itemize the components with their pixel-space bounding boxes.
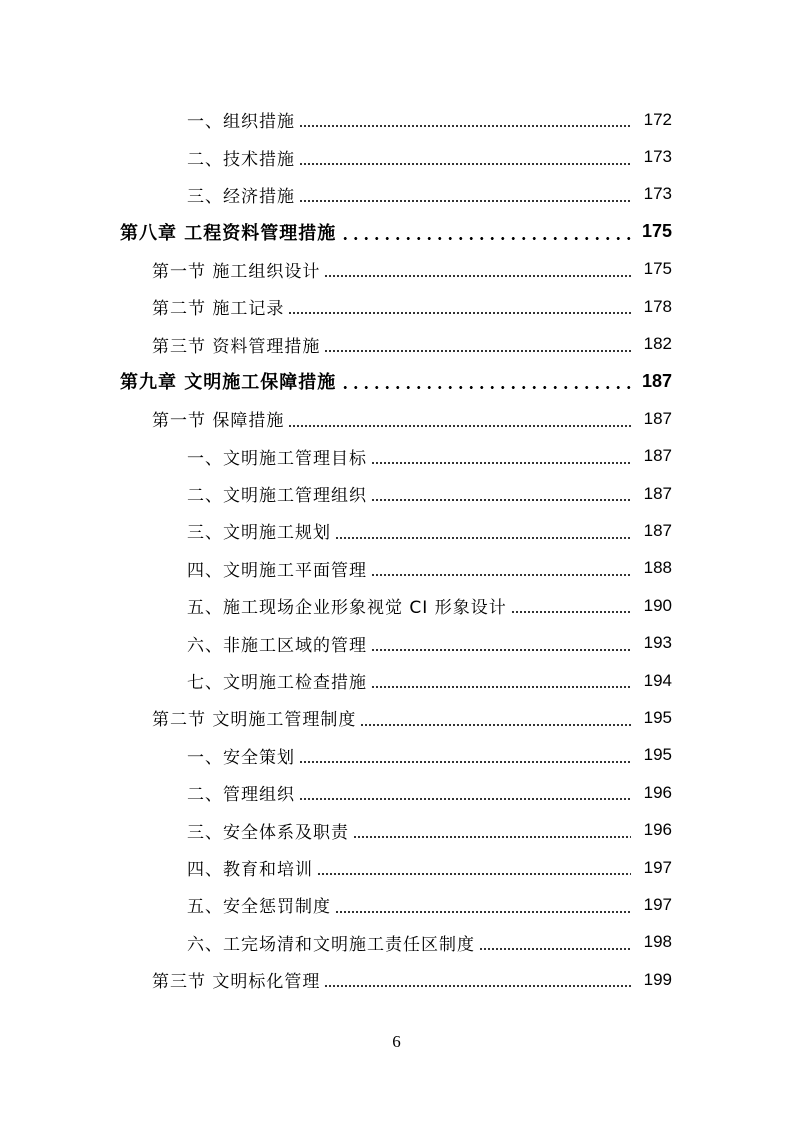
toc-entry-page: 175 bbox=[641, 221, 672, 242]
toc-entry-title: 第三节 文明标化管理 bbox=[152, 972, 321, 993]
toc-entry[interactable] bbox=[0, 811, 793, 848]
toc-entry-page: 197 bbox=[643, 894, 672, 914]
toc-entry-title: 六、工完场清和文明施工责任区制度 bbox=[187, 934, 475, 955]
dot-leader bbox=[479, 937, 631, 951]
toc-entry[interactable] bbox=[0, 624, 793, 661]
toc-entry[interactable] bbox=[0, 251, 793, 288]
toc-entry[interactable] bbox=[0, 587, 793, 624]
toc-entry[interactable] bbox=[0, 662, 793, 699]
toc-entry[interactable] bbox=[0, 213, 793, 250]
toc-entry-page: 194 bbox=[643, 670, 672, 690]
toc-entry-page: 178 bbox=[643, 296, 672, 316]
toc-entry-page: 173 bbox=[643, 184, 672, 204]
toc-entry-title: 第一节 保障措施 bbox=[152, 411, 285, 432]
toc-entry-page: 197 bbox=[643, 857, 672, 877]
toc-entry-page: 198 bbox=[643, 932, 672, 952]
dot-leader bbox=[371, 563, 631, 577]
toc-entry-page: 195 bbox=[643, 707, 672, 727]
toc-entry-title: 四、教育和培训 bbox=[187, 860, 313, 880]
toc-entry[interactable] bbox=[0, 101, 793, 138]
toc-entry-title: 二、技术措施 bbox=[187, 149, 295, 170]
toc-entry-page: 196 bbox=[643, 820, 672, 840]
toc-entry[interactable] bbox=[0, 325, 793, 362]
toc-entry[interactable] bbox=[0, 774, 793, 811]
toc-entry-page: 187 bbox=[641, 370, 672, 391]
dot-leader bbox=[360, 713, 631, 727]
dot-leader bbox=[340, 227, 631, 241]
dot-leader bbox=[335, 900, 631, 914]
toc-entry-title: 第二节 施工记录 bbox=[152, 299, 285, 320]
toc-entry[interactable] bbox=[0, 849, 793, 886]
dot-leader bbox=[511, 600, 631, 614]
toc-entry-title: 四、文明施工平面管理 bbox=[187, 560, 367, 581]
toc-entry-page: 190 bbox=[643, 595, 672, 615]
dot-leader bbox=[371, 675, 631, 689]
toc-entry-title: 三、安全体系及职责 bbox=[187, 822, 349, 843]
toc-entry-title: 第三节 资料管理措施 bbox=[152, 336, 321, 357]
toc-entry-page: 188 bbox=[643, 558, 672, 578]
dot-leader bbox=[371, 488, 631, 502]
toc-entry[interactable] bbox=[0, 438, 793, 475]
toc-entry-title: 二、文明施工管理组织 bbox=[187, 486, 367, 507]
dot-leader bbox=[324, 264, 631, 278]
toc-entry[interactable] bbox=[0, 400, 793, 437]
dot-leader bbox=[324, 974, 631, 988]
toc-entry[interactable] bbox=[0, 363, 793, 400]
toc-entry-title: 一、文明施工管理目标 bbox=[187, 448, 367, 469]
toc-entry-title: 三、文明施工规划 bbox=[187, 523, 331, 544]
toc-entry[interactable] bbox=[0, 699, 793, 736]
dot-leader bbox=[371, 451, 631, 465]
table-of-contents bbox=[0, 101, 793, 998]
dot-leader bbox=[299, 787, 631, 801]
toc-entry-title: 六、非施工区域的管理 bbox=[187, 635, 367, 656]
toc-entry-title: 三、经济措施 bbox=[187, 186, 295, 207]
toc-entry-page: 195 bbox=[643, 745, 672, 765]
toc-entry-page: 172 bbox=[643, 109, 672, 129]
dot-leader bbox=[353, 825, 631, 839]
toc-entry[interactable] bbox=[0, 737, 793, 774]
toc-entry-title: 一、安全策划 bbox=[187, 747, 295, 768]
dot-leader bbox=[317, 862, 631, 876]
dot-leader bbox=[340, 376, 631, 390]
dot-leader bbox=[371, 638, 631, 652]
toc-entry-title: 第一节 施工组织设计 bbox=[152, 261, 321, 282]
toc-entry[interactable] bbox=[0, 512, 793, 549]
toc-entry-title: 第八章 工程资料管理措施 bbox=[120, 222, 337, 244]
toc-entry-title: 五、施工现场企业形象视觉 CI 形象设计 bbox=[187, 598, 507, 619]
toc-entry-page: 182 bbox=[643, 334, 672, 354]
toc-entry[interactable] bbox=[0, 550, 793, 587]
toc-entry-page: 173 bbox=[643, 147, 672, 167]
toc-entry-page: 175 bbox=[643, 259, 672, 279]
toc-entry[interactable] bbox=[0, 176, 793, 213]
toc-entry-page: 187 bbox=[643, 446, 672, 466]
toc-entry-page: 199 bbox=[643, 969, 672, 989]
toc-entry-title: 第九章 文明施工保障措施 bbox=[120, 372, 337, 394]
toc-entry-title: 五、安全惩罚制度 bbox=[187, 897, 331, 918]
dot-leader bbox=[288, 414, 631, 428]
dot-leader bbox=[288, 301, 631, 315]
dot-leader bbox=[299, 152, 631, 166]
toc-entry-page: 187 bbox=[643, 483, 672, 503]
toc-entry-page: 187 bbox=[643, 520, 672, 540]
toc-entry-page: 196 bbox=[643, 782, 672, 802]
toc-entry-page: 193 bbox=[643, 633, 672, 653]
toc-entry[interactable] bbox=[0, 886, 793, 923]
toc-entry[interactable] bbox=[0, 288, 793, 325]
toc-entry-page: 187 bbox=[643, 408, 672, 428]
toc-entry-title: 一、组织措施 bbox=[187, 112, 295, 133]
dot-leader bbox=[335, 526, 631, 540]
toc-entry-title: 二、管理组织 bbox=[187, 785, 295, 806]
dot-leader bbox=[299, 189, 631, 203]
toc-entry-title: 七、文明施工检查措施 bbox=[187, 673, 367, 694]
toc-entry[interactable] bbox=[0, 961, 793, 998]
dot-leader bbox=[299, 750, 631, 764]
page-number: 6 bbox=[392, 1032, 401, 1051]
dot-leader bbox=[299, 114, 631, 128]
toc-entry-title: 第二节 文明施工管理制度 bbox=[152, 710, 357, 731]
toc-entry[interactable] bbox=[0, 924, 793, 961]
dot-leader bbox=[324, 339, 631, 353]
toc-entry[interactable] bbox=[0, 138, 793, 175]
toc-entry[interactable] bbox=[0, 475, 793, 512]
